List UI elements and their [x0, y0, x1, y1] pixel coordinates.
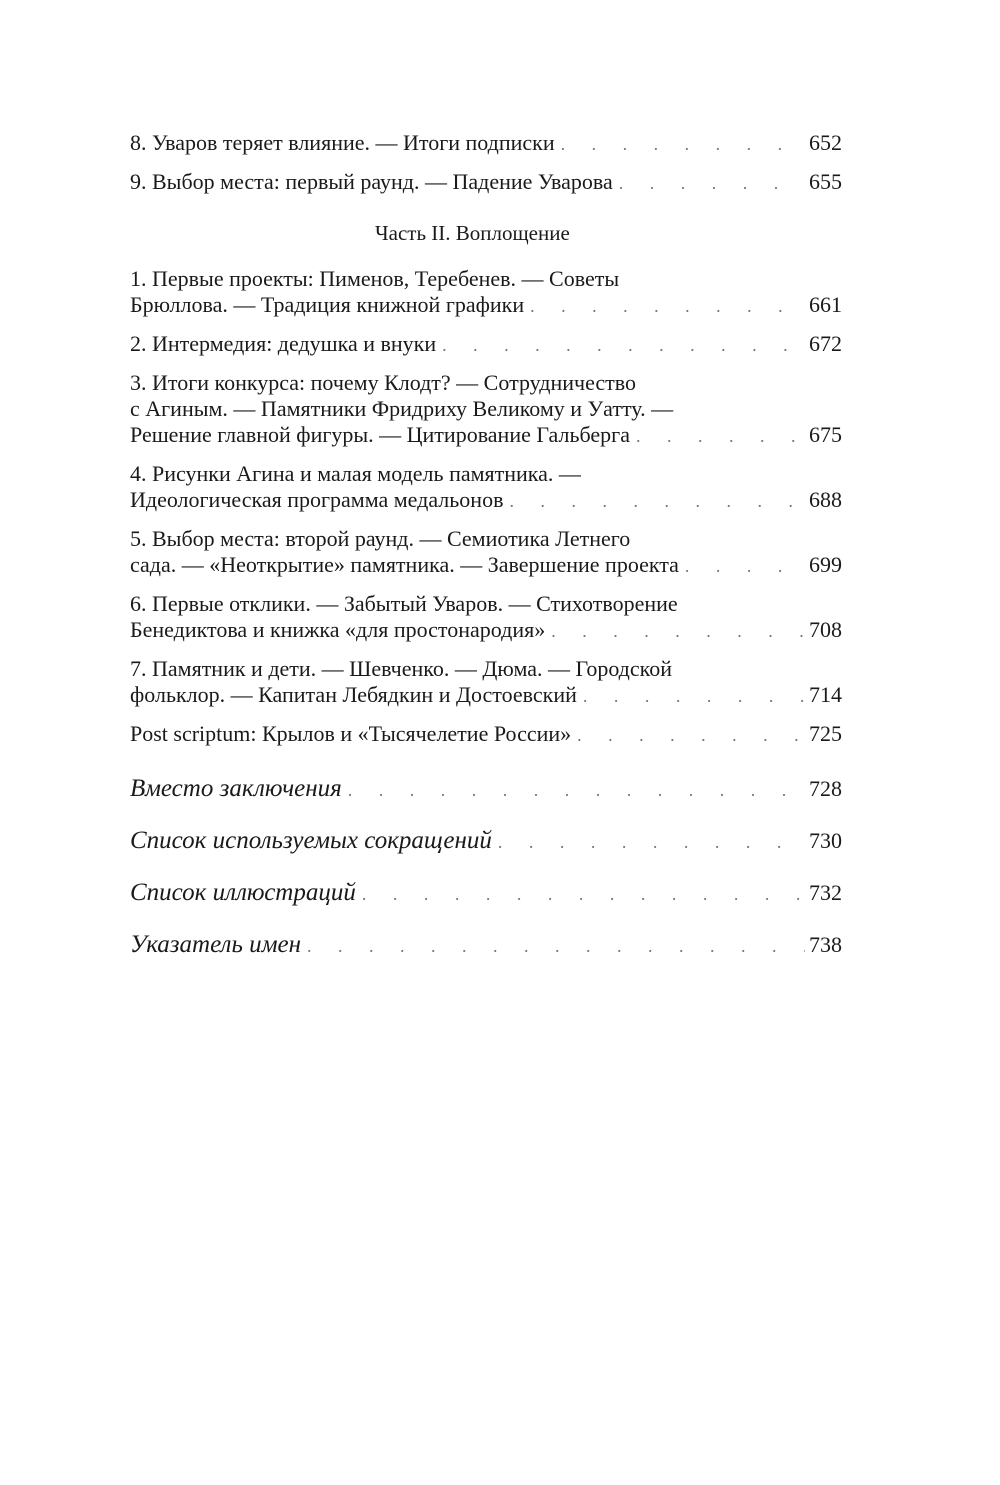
toc-section-title: Вместо заключения	[130, 775, 342, 802]
dot-leader	[307, 931, 805, 961]
toc-entry-title: сада. — «Неоткрытие» памятника. — Завершение проекта	[130, 552, 679, 577]
dot-leader	[577, 722, 805, 748]
toc-page-number: 661	[809, 292, 842, 317]
toc-entry-title: Post scriptum: Крылов и «Тысячелетие России»	[130, 721, 572, 746]
toc-page-number: 708	[809, 617, 842, 642]
toc-page-number: 714	[809, 682, 842, 707]
toc-section[interactable]	[130, 826, 842, 857]
toc-section[interactable]	[130, 878, 842, 909]
toc-page-number: 655	[809, 169, 842, 194]
toc-entry-line: 6. Первые отклики. — Забытый Уваров. — Стихотворение	[130, 591, 678, 616]
dot-leader	[561, 131, 805, 157]
toc-entry-title: фольклор. — Капитан Лебядкин и Достоевский	[130, 682, 577, 707]
toc-entry-title: Брюллова. — Традиция книжной графики	[130, 292, 525, 317]
toc-entry-title: 8. Уваров теряет влияние. — Итоги подписки	[130, 130, 555, 155]
toc-entry[interactable]	[130, 169, 842, 196]
dot-leader	[619, 170, 805, 196]
toc-entry[interactable]	[130, 656, 842, 709]
toc-entry-line: 4. Рисунки Агина и малая модель памятника. —	[130, 461, 581, 486]
toc-entry-line: 7. Памятник и дети. — Шевченко. — Дюма. — Городской	[130, 656, 672, 681]
toc-entry[interactable]	[130, 370, 842, 449]
toc-entry-title: Идеологическая программа медальонов	[130, 487, 504, 512]
toc-entry[interactable]	[130, 130, 842, 157]
part-heading: Часть II. Воплощение	[375, 221, 570, 245]
toc-entry-title: 2. Интермедия: дедушка и внуки	[130, 331, 437, 356]
toc-entry-line: 1. Первые проекты: Пименов, Теребенев. — Советы	[130, 266, 620, 291]
toc-page-number: 738	[809, 932, 842, 957]
toc-entry[interactable]	[130, 721, 842, 748]
table-of-contents	[130, 130, 842, 982]
toc-entry-title: Решение главной фигуры. — Цитирование Гальберга	[130, 422, 630, 447]
toc-page-number: 732	[809, 880, 842, 905]
toc-section-title: Указатель имен	[130, 931, 302, 958]
toc-entry[interactable]	[130, 526, 842, 579]
toc-entry[interactable]	[130, 591, 842, 644]
toc-section-title: Список используемых сокращений	[130, 827, 492, 854]
toc-page-number: 730	[809, 828, 842, 853]
toc-section[interactable]	[130, 774, 842, 805]
toc-section-title: Список иллюстраций	[130, 879, 356, 906]
toc-page-number: 728	[809, 776, 842, 801]
toc-entry-title: Бенедиктова и книжка «для простонародия»	[130, 617, 546, 642]
dot-leader	[442, 332, 805, 358]
toc-page-number: 675	[809, 422, 842, 447]
toc-entry[interactable]	[130, 461, 842, 514]
toc-page-number: 688	[809, 487, 842, 512]
toc-entry[interactable]	[130, 331, 842, 358]
dot-leader	[509, 488, 805, 514]
dot-leader	[685, 553, 805, 579]
toc-page-number: 725	[809, 721, 842, 746]
toc-entry-line: 5. Выбор места: второй раунд. — Семиотика Летнего	[130, 526, 631, 551]
toc-entry-line: 3. Итоги конкурса: почему Клодт? — Сотрудничество	[130, 370, 637, 395]
toc-entry-line: с Агиным. — Памятники Фридриху Великому и Уатту. —	[130, 396, 674, 421]
toc-entry-title: 9. Выбор места: первый раунд. — Падение Уварова	[130, 169, 613, 194]
toc-section[interactable]	[130, 930, 842, 961]
dot-leader	[530, 293, 805, 319]
dot-leader	[583, 683, 805, 709]
dot-leader	[362, 879, 805, 909]
toc-entry[interactable]	[130, 266, 842, 319]
toc-page-number: 652	[809, 130, 842, 155]
dot-leader	[498, 827, 805, 857]
dot-leader	[551, 618, 805, 644]
dot-leader	[636, 423, 805, 449]
dot-leader	[348, 775, 805, 805]
toc-page-number: 699	[809, 552, 842, 577]
toc-page-number: 672	[809, 331, 842, 356]
